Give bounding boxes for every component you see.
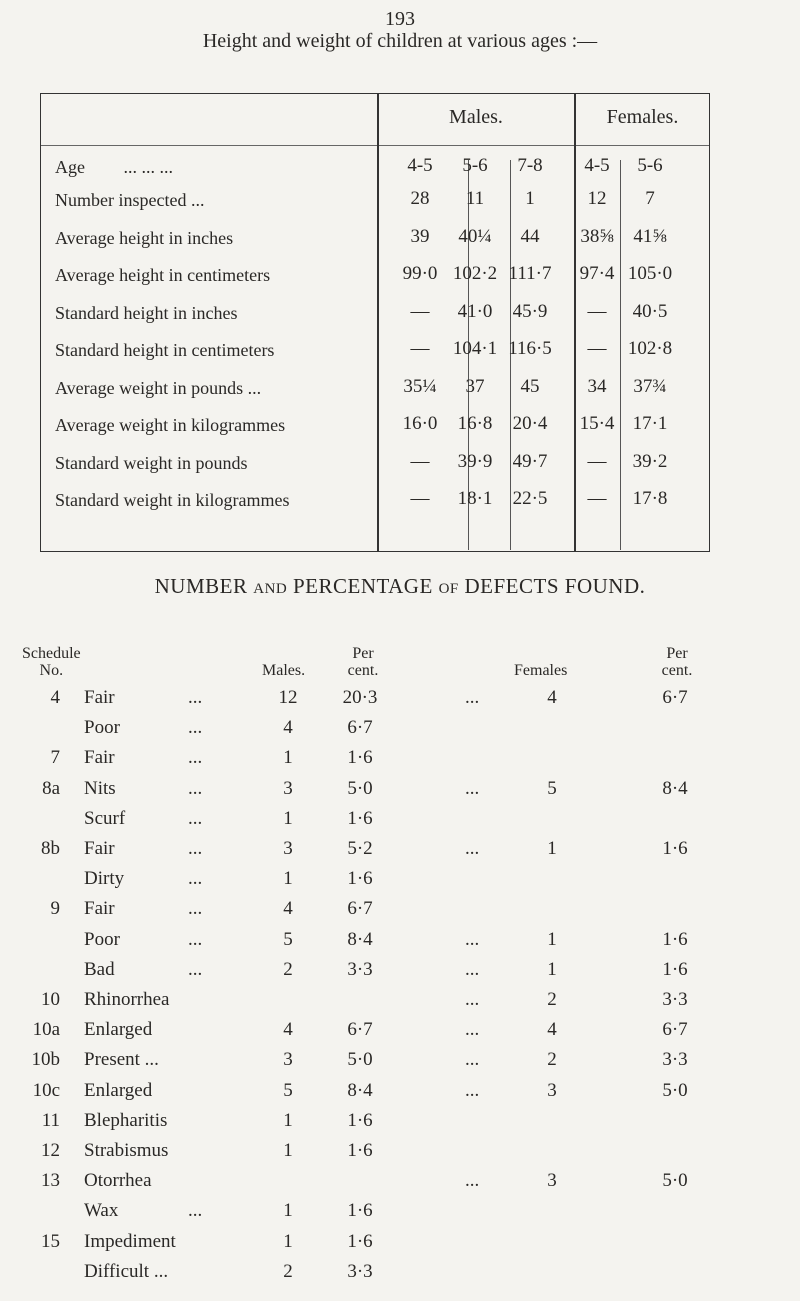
females-count: 4 — [547, 687, 557, 708]
males-percent: 1·6 — [347, 1230, 373, 1252]
males-percent: 1·6 — [347, 1200, 373, 1222]
table-cell: 7 — [645, 188, 655, 209]
defect-row — [0, 687, 800, 717]
table-cell: — — [410, 488, 430, 509]
defect-label: Wax — [84, 1200, 119, 1222]
age-col-2: 5-6 — [462, 155, 488, 176]
age-col-4: 4-5 — [584, 155, 610, 176]
leader-dots: ... — [188, 687, 203, 708]
defect-label: Rhinorrhea — [84, 989, 170, 1010]
table-cell: 99·0 — [402, 263, 438, 284]
males-count: 1 — [283, 1140, 293, 1161]
females-percent: 1·6 — [662, 928, 688, 950]
schedule-number: 15 — [41, 1230, 60, 1252]
males-percent: 6·7 — [347, 717, 373, 739]
age-col-1: 4-5 — [407, 155, 433, 176]
table-cell: 28 — [410, 188, 430, 209]
defect-row — [0, 1080, 800, 1110]
male-percent-line2: cent. — [347, 662, 379, 679]
row-label: Average height in inches — [55, 227, 234, 248]
leader-dots: ... — [188, 838, 203, 859]
leader-dots: ... — [188, 898, 203, 920]
females-percent: 5·0 — [662, 1079, 688, 1101]
table-cell: 49·7 — [512, 450, 548, 472]
females-percent: 8·4 — [662, 777, 688, 799]
defect-row — [0, 898, 800, 928]
males-percent: 1·6 — [347, 807, 373, 829]
leader-dots: ... — [188, 807, 203, 829]
males-percent: 8·4 — [347, 928, 373, 950]
table-cell: 45·9 — [512, 300, 548, 322]
table-cell: 40·5 — [632, 300, 668, 322]
females-percent: 1·6 — [662, 958, 688, 980]
schedule-number: 10c — [32, 1079, 60, 1101]
table-cell: — — [587, 300, 607, 322]
males-count: 2 — [283, 958, 293, 980]
females-count: 4 — [547, 1019, 557, 1041]
females-count: 2 — [547, 1049, 557, 1071]
row-label: Standard height in inches — [55, 302, 238, 323]
table-cell: 11 — [465, 188, 485, 209]
table-cell: 45 — [520, 375, 540, 397]
males-percent: 1·6 — [347, 1140, 373, 1161]
defect-label: Difficult ... — [84, 1260, 169, 1282]
males-count: 1 — [283, 868, 293, 890]
defect-label: Strabismus — [84, 1140, 169, 1161]
leader-dots: ... — [188, 1200, 203, 1222]
females-count: 1 — [547, 928, 557, 950]
females-count: 2 — [547, 989, 557, 1010]
females-percent: 3·3 — [662, 1049, 688, 1071]
age-label — [55, 157, 173, 178]
age-label-text: Age — [55, 157, 85, 177]
leader-dots: ... — [465, 1079, 480, 1101]
table-cell: 102·2 — [452, 263, 498, 284]
row-label: Average weight in pounds ... — [55, 377, 262, 398]
table-cell: 41·0 — [457, 300, 493, 322]
males-count: 3 — [283, 838, 293, 859]
female-percent-header — [652, 645, 702, 679]
females-percent: 1·6 — [662, 838, 688, 859]
table-cell: 16·8 — [457, 413, 493, 434]
defect-row — [0, 778, 800, 808]
page-title: Height and weight of children at various ages :— — [202, 30, 598, 52]
table-header-rule — [40, 145, 709, 146]
females-count: 3 — [547, 1170, 557, 1192]
males-percent: 5·0 — [347, 777, 373, 799]
males-count: 4 — [283, 1019, 293, 1041]
table-cell: — — [587, 338, 607, 359]
defect-label: Poor — [84, 928, 120, 950]
female-percent-line2: cent. — [661, 662, 693, 679]
leader-dots: ... — [465, 1019, 480, 1041]
table-cell: — — [410, 338, 430, 359]
schedule-number: 13 — [41, 1170, 60, 1192]
males-count: 3 — [283, 1049, 293, 1071]
defects-heading — [0, 574, 800, 599]
females-percent: 6·7 — [662, 687, 688, 708]
table-cell: 18·1 — [457, 488, 493, 509]
schedule-header-line1: Schedule — [22, 645, 81, 662]
table-cell: 35¼ — [403, 375, 437, 397]
schedule-header-line2: No. — [39, 662, 64, 679]
table-cell: 41⅝ — [633, 225, 667, 247]
males-percent: 5·0 — [347, 1049, 373, 1071]
leader-dots: ... — [188, 928, 203, 950]
schedule-header — [22, 645, 81, 679]
leader-dots: ... — [465, 687, 480, 708]
table-cell: 37¾ — [633, 375, 667, 397]
males-percent: 1·6 — [347, 868, 373, 890]
males-count: 1 — [283, 1230, 293, 1252]
males-count: 5 — [283, 1079, 293, 1101]
schedule-number: 8b — [41, 838, 60, 859]
defect-row — [0, 1170, 800, 1200]
table-cell: 16·0 — [402, 413, 438, 434]
schedule-number: 4 — [50, 687, 60, 708]
defect-label: Fair — [84, 747, 115, 769]
male-percent-header — [338, 645, 388, 679]
table-cell: 97·4 — [579, 263, 615, 284]
defect-label: Fair — [84, 838, 115, 859]
females-percent: 6·7 — [662, 1019, 688, 1041]
females-percent: 3·3 — [662, 989, 688, 1010]
table-cell: 17·1 — [632, 413, 668, 434]
leader-dots: ... — [465, 958, 480, 980]
table-cell: 39·2 — [632, 450, 668, 472]
table-cell: 111·7 — [508, 263, 552, 284]
defect-label: Nits — [84, 777, 116, 799]
leader-dots: ... — [465, 989, 480, 1010]
defect-row — [0, 868, 800, 898]
males-count: 12 — [278, 687, 298, 708]
schedule-number: 10a — [32, 1019, 60, 1041]
table-cell: 20·4 — [512, 413, 548, 434]
table-cell: 39 — [410, 225, 430, 247]
table-cell: 39·9 — [457, 450, 493, 472]
males-percent: 1·6 — [347, 1109, 373, 1131]
defect-label: Fair — [84, 687, 115, 708]
row-label: Average height in centimeters — [55, 265, 271, 285]
defect-label: Poor — [84, 717, 120, 739]
row-label: Average weight in kilogrammes — [55, 415, 286, 435]
defect-label: Enlarged — [84, 1019, 153, 1041]
defect-row — [0, 717, 800, 747]
males-count: 2 — [283, 1260, 293, 1282]
table-left-rule — [40, 93, 41, 552]
schedule-number: 11 — [41, 1109, 60, 1131]
defect-row — [0, 959, 800, 989]
female-percent-line1: Per — [666, 645, 688, 662]
table-cell: 44 — [520, 225, 540, 247]
table-top-rule — [40, 93, 709, 94]
age-label-dots: ... ... ... — [123, 157, 173, 177]
table-cell: 12 — [587, 188, 607, 209]
leader-dots: ... — [465, 838, 480, 859]
table-cell: 102·8 — [627, 338, 673, 359]
schedule-number: 7 — [50, 747, 60, 769]
table-cell: 34 — [587, 375, 607, 397]
defects-heading-and: AND — [253, 581, 288, 597]
defect-row — [0, 1200, 800, 1230]
defect-label: Scurf — [84, 807, 126, 829]
height-weight-table — [0, 0, 800, 560]
males-count: 3 — [283, 777, 293, 799]
defects-heading-part2: PERCENTAGE — [292, 574, 433, 598]
defects-heading-part1: NUMBER — [154, 574, 248, 598]
leader-dots: ... — [465, 1049, 480, 1071]
age-col-5: 5-6 — [637, 155, 663, 176]
females-count: 5 — [547, 777, 557, 799]
leader-dots: ... — [188, 777, 203, 799]
schedule-number: 10b — [31, 1049, 60, 1071]
leader-dots: ... — [188, 717, 203, 739]
row-label: Standard height in centimeters — [55, 340, 275, 360]
males-percent: 3·3 — [347, 1260, 373, 1282]
row-label: Number inspected ... — [55, 190, 205, 210]
males-percent: 1·6 — [347, 747, 373, 769]
leader-dots: ... — [465, 777, 480, 799]
males-percent: 20·3 — [342, 687, 378, 708]
leader-dots: ... — [188, 958, 203, 980]
table-cell: 17·8 — [632, 488, 668, 509]
leader-dots: ... — [188, 747, 203, 769]
table-cell: 22·5 — [512, 488, 548, 509]
females-count: 1 — [547, 958, 557, 980]
leader-dots: ... — [465, 928, 480, 950]
defect-row — [0, 1261, 800, 1291]
males-percent: 5·2 — [347, 838, 373, 859]
males-percent: 6·7 — [347, 1019, 373, 1041]
defect-row — [0, 929, 800, 959]
defect-label: Impediment — [84, 1230, 176, 1252]
age-col-3: 7-8 — [517, 155, 543, 176]
defect-row — [0, 989, 800, 1019]
defect-row — [0, 838, 800, 868]
table-cell: 37 — [465, 375, 485, 397]
row-label: Standard weight in pounds — [55, 452, 248, 473]
defect-row — [0, 1140, 800, 1170]
defect-row — [0, 1019, 800, 1049]
defect-row — [0, 1110, 800, 1140]
table-cell: 104·1 — [452, 338, 498, 359]
defect-label: Otorrhea — [84, 1170, 152, 1192]
males-count: 4 — [283, 717, 293, 739]
females-percent: 5·0 — [662, 1170, 688, 1192]
defect-row — [0, 808, 800, 838]
row-label: Standard weight in kilogrammes — [55, 490, 290, 510]
defects-heading-of: OF — [438, 581, 459, 597]
females-header: Females — [514, 662, 568, 679]
male-percent-line1: Per — [352, 645, 374, 662]
defect-label: Blepharitis — [84, 1109, 168, 1131]
males-count: 1 — [283, 747, 293, 769]
females-group-header: Females. — [606, 106, 679, 128]
defect-label: Dirty — [84, 868, 125, 890]
males-percent: 6·7 — [347, 898, 373, 920]
table-cell: 1 — [525, 188, 535, 209]
males-count: 4 — [283, 898, 293, 920]
males-percent: 3·3 — [347, 958, 373, 980]
schedule-number: 8a — [42, 777, 60, 799]
table-cell: — — [410, 300, 430, 322]
females-count: 3 — [547, 1079, 557, 1101]
defect-label: Present ... — [84, 1049, 159, 1071]
schedule-number: 9 — [50, 898, 60, 920]
males-percent: 8·4 — [347, 1079, 373, 1101]
defect-row — [0, 747, 800, 777]
table-cell: 40¼ — [458, 225, 492, 247]
males-header: Males. — [262, 662, 306, 679]
defect-row — [0, 1049, 800, 1079]
table-cell: 105·0 — [627, 263, 673, 284]
table-cell: 116·5 — [508, 338, 552, 359]
defects-heading-part3: DEFECTS FOUND. — [464, 574, 646, 598]
table-cell: — — [587, 488, 607, 509]
schedule-number: 12 — [41, 1140, 60, 1161]
table-cell: — — [587, 450, 607, 472]
defect-label: Bad — [84, 958, 115, 980]
males-count: 5 — [283, 928, 293, 950]
table-cell: 38⅝ — [580, 225, 614, 247]
males-count: 1 — [283, 807, 293, 829]
page-number: 193 — [385, 8, 415, 30]
table-right-rule — [709, 93, 710, 552]
defect-row — [0, 1231, 800, 1261]
table-bottom-rule — [40, 551, 709, 552]
males-group-header: Males. — [449, 106, 503, 128]
females-count: 1 — [547, 838, 557, 859]
table-cell: — — [410, 450, 430, 472]
schedule-number: 10 — [41, 989, 60, 1010]
males-count: 1 — [283, 1109, 293, 1131]
males-count: 1 — [283, 1200, 293, 1222]
leader-dots: ... — [188, 868, 203, 890]
table-divider-label — [377, 93, 379, 552]
defect-label: Enlarged — [84, 1079, 153, 1101]
table-cell: 15·4 — [579, 413, 615, 434]
defect-label: Fair — [84, 898, 115, 920]
leader-dots: ... — [465, 1170, 480, 1192]
